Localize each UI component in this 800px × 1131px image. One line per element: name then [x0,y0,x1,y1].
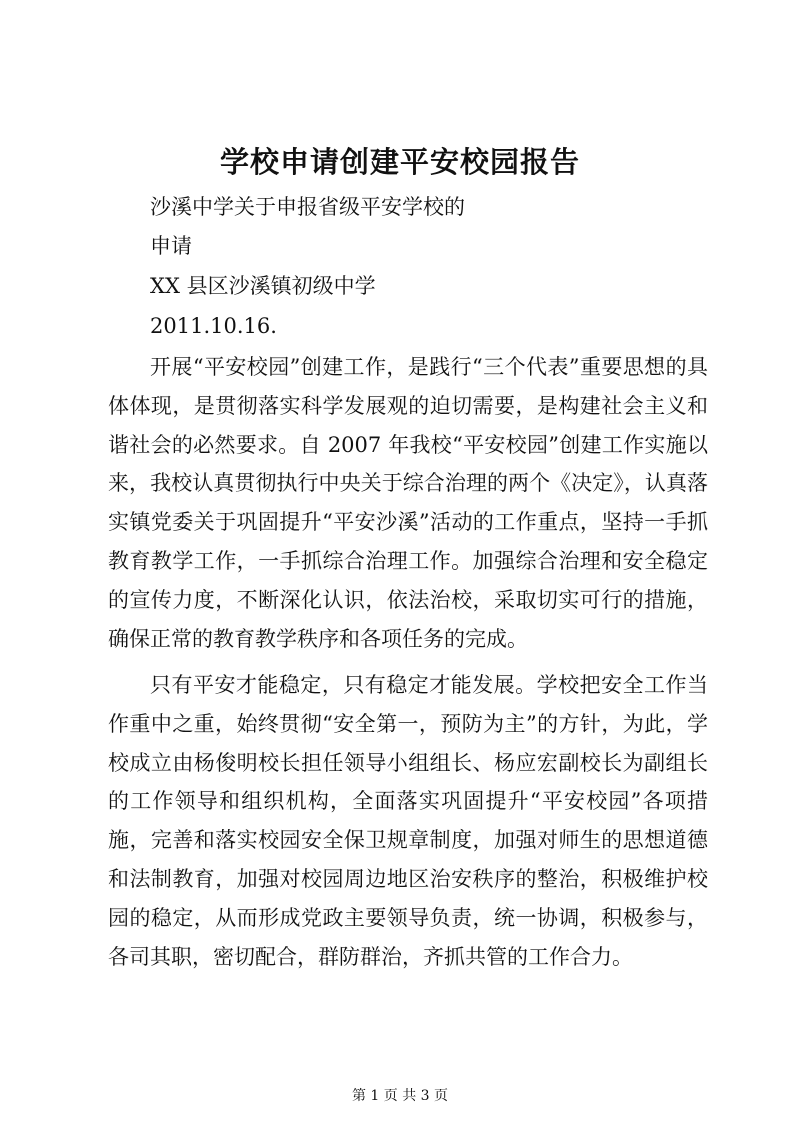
subtitle-line-1: 沙溪中学关于申报省级平安学校的 [150,195,465,219]
page-number-footer: 第 1 页 共 3 页 [351,1088,449,1104]
page-title: 学校申请创建平安校园报告 [219,145,580,179]
document-date: 2011.10.16. [150,314,277,338]
body-paragraph-1: 开展“平安校园”创建工作，是践行“三个代表”重要思想的具体体现，是贯彻落实科学发展观的迫切需要，是构建社会主义和谐社会的必然要求。自 2007 年我校“平安校园”创建工作实施以来，我校认真贯彻执行中央关于综合治理的两个《决定》，认真落实镇党委关于巩固提升“平安沙溪”活动的工作重点，坚持一手抓教育教学工作，一手抓综合治理工作。加强综合治理和安全稳定的宣传力度，不断深化认识，依法治校，采取切实可行的措施，确保正常的教育教学秩序和各项任务的完成。 [108,355,708,651]
subtitle-line-2: 申请 [150,234,192,258]
organization-name: XX 县区沙溪镇初级中学 [150,274,376,298]
body-paragraph-2: 只有平安才能稳定，只有稳定才能发展。学校把安全工作当作重中之重，始终贯彻“安全第一，预防为主”的方针，为此，学校成立由杨俊明校长担任领导小组组长、杨应宏副校长为副组长的工作领导和组织机构，全面落实巩固提升“平安校园”各项措施，完善和落实校园安全保卫规章制度，加强对师生的思想道德和法制教育，加强对校园周边地区治安秩序的整治，积极维护校园的稳定，从而形成党政主要领导负责，统一协调，积极参与，各司其职，密切配合，群防群治，齐抓共管的工作合力。 [108,673,708,969]
